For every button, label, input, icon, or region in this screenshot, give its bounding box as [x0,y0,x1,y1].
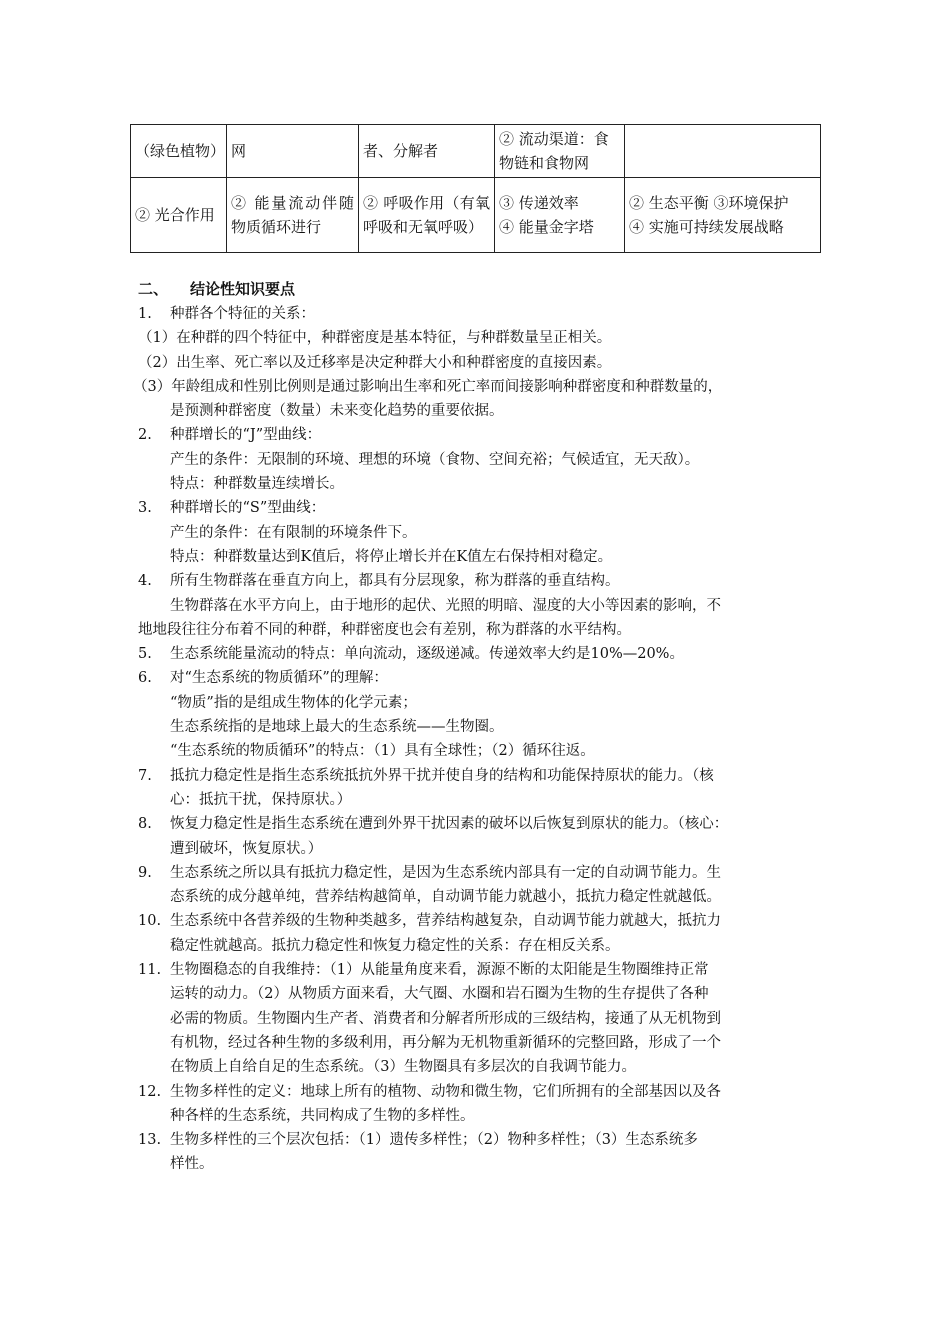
item-title: 种群各个特征的关系： [170,306,315,322]
item-number: 9. [138,864,152,881]
list-item [138,302,818,326]
list-item [138,861,818,885]
item-number: 13. [138,1132,162,1149]
list-item [138,569,818,593]
item-line: 产生的条件：无限制的环境、理想的环境（食物、空间充裕；气候适宜，无天敌）。 [170,451,700,468]
item-line: 地地段往往分布着不同的种群，种群密度也会有差别，称为群落的水平结构。 [138,621,631,638]
table-row [131,125,821,178]
item-line: 特点：种群数量连续增长。 [170,476,344,493]
table-cell: ② 呼吸作用（有氧呼吸和无氧呼吸） [359,178,495,253]
item-number: 3. [138,500,152,517]
table-cell [625,125,821,178]
section-title: 结论性知识要点 [190,280,296,298]
cell-line: ④ 实施可持续发展战略 [629,218,784,236]
item-number: 6. [138,670,152,687]
table-cell: 网 [227,125,359,178]
item-text: 生态系统之所以具有抵抗力稳定性，是因为生态系统内部具有一定的自动调节能力。生 [170,864,721,881]
table-cell: ② 能量流动伴随物质循环进行 [227,178,359,253]
item-line: 稳定性就越高。抵抗力稳定性和恢复力稳定性的关系：存在相反关系。 [170,937,620,954]
item-text: 恢复力稳定性是指生态系统在遭到外界干扰因素的破坏以后恢复到原状的能力。（核心： [170,816,729,833]
list-item [138,812,818,836]
item-line: 心：抵抗干扰，保持原状。） [170,791,352,808]
item-number: 7. [138,767,152,784]
item-number: 11. [138,962,162,979]
item-number: 5. [138,646,152,663]
item-line: “生态系统的物质循环”的特点：（1）具有全球性；（2）循环往返。 [170,743,595,760]
table-cell: ② 流动渠道：食物链和食物网 [495,125,625,178]
table-row [131,178,821,253]
list-item [138,496,818,520]
item-line: 有机物，经过各种生物的多级利用，再分解为无机物重新循环的完整回路，形成了一个 [170,1034,721,1051]
list-item [138,642,818,666]
table-cell: （绿色植物） [131,125,227,178]
cell-line: ③ 传递效率 [499,194,579,212]
item-number: 8. [138,816,152,833]
item-line: （2）出生率、死亡率以及迁移率是决定种群大小和种群密度的直接因素。 [138,354,612,371]
list-item [138,1080,818,1104]
item-line: 产生的条件：在有限制的环境条件下。 [170,524,417,541]
list-item [138,909,818,933]
item-title: 种群增长的“J”型曲线： [170,427,322,444]
cell-line: ② 生态平衡 ③环境保护 [629,194,789,212]
item-text: 抵抗力稳定性是指生态系统抵抗外界干扰并使自身的结构和功能保持原状的能力。（核 [170,767,714,784]
table-cell [625,178,821,253]
table-cell: 者、分解者 [359,125,495,178]
item-text: 生态系统能量流动的特点：单向流动，逐级递减。传递效率大约是10%—20%。 [170,646,684,663]
item-number: 4. [138,573,152,590]
item-number: 2. [138,427,152,444]
item-title: 种群增长的“S”型曲线： [170,500,326,517]
item-line: “物质”指的是组成生物体的化学元素； [170,694,417,711]
knowledge-list [133,302,818,1177]
item-text: 所有生物群落在垂直方向上，都具有分层现象，称为群落的垂直结构。 [170,573,620,590]
item-line: （1）在种群的四个特征中，种群密度是基本特征，与种群数量呈正相关。 [138,330,612,347]
list-item [138,958,818,982]
item-line: 是预测种群密度（数量）未来变化趋势的重要依据。 [170,403,504,420]
item-line: 特点：种群数量达到K值后，将停止增长并在K值左右保持相对稳定。 [170,548,613,565]
item-text: 生物圈稳态的自我维持：（1）从能量角度来看，源源不断的太阳能是生物圈维持正常 [170,962,709,979]
item-line: 样性。 [170,1156,214,1173]
item-title: 对“生态系统的物质循环”的理解： [170,670,388,687]
item-line: 态系统的成分越单纯，营养结构越简单，自动调节能力就越小，抵抗力稳定性就越低。 [170,889,721,906]
item-line: 生态系统指的是地球上最大的生态系统——生物圈。 [170,719,504,736]
list-item [138,764,818,788]
section-number: 二、 [138,280,169,298]
item-line: 遭到破坏，恢复原状。） [170,840,323,857]
item-line: 种各样的生态系统，共同构成了生物的多样性。 [170,1107,475,1124]
list-item [138,666,818,690]
item-line: 在物质上自给自足的生态系统。（3）生物圈具有多层次的自我调节能力。 [170,1059,636,1076]
item-number: 10. [138,913,162,930]
item-line: 生物群落在水平方向上，由于地形的起伏、光照的明暗、湿度的大小等因素的影响，不 [170,597,721,614]
section-heading [138,278,295,299]
list-item [138,423,818,447]
item-line: 运转的动力。（2）从物质方面来看，大气圈、水圈和岩石圈为生物的生存提供了各种 [170,986,709,1003]
item-number: 12. [138,1083,162,1100]
item-number: 1. [138,306,152,322]
list-item [138,1128,818,1152]
summary-table [130,124,821,253]
item-text: 生物多样性的定义：地球上所有的植物、动物和微生物，它们所拥有的全部基因以及各 [170,1083,721,1100]
table-cell: ② 光合作用 [131,178,227,253]
cell-line: ④ 能量金字塔 [499,218,594,236]
item-line: 必需的物质。生物圈内生产者、消费者和分解者所形成的三级结构，接通了从无机物到 [170,1010,721,1027]
item-line: （3）年龄组成和性别比例则是通过影响出生率和死亡率而间接影响种群密度和种群数量的， [133,378,723,395]
table-cell [495,178,625,253]
item-text: 生物多样性的三个层次包括：（1）遗传多样性；（2）物种多样性；（3）生态系统多 [170,1132,698,1149]
item-text: 生态系统中各营养级的生物种类越多，营养结构越复杂，自动调节能力就越大，抵抗力 [170,913,721,930]
